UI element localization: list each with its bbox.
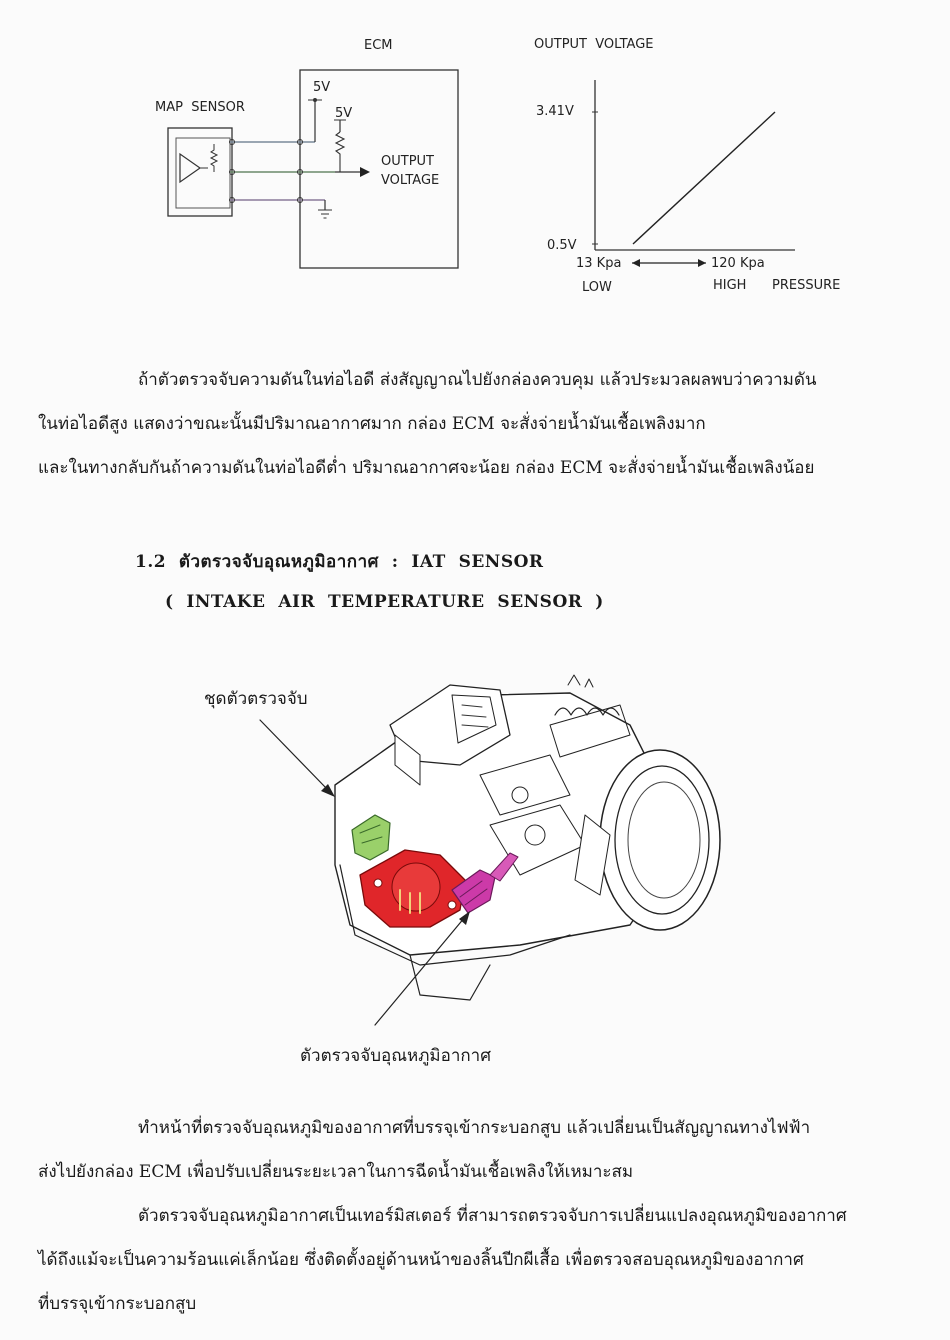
- paragraph-line: ในท่อไอดีสูง แสดงว่าขณะนั้นมีปริมาณอากาศมาก กล่อง ECM จะสั่งจ่ายน้ำมันเชื้อเพลิงมาก: [38, 414, 706, 434]
- low-label: LOW: [582, 280, 612, 295]
- section-heading: 1.2 ตัวตรวจจับอุณหภูมิอากาศ : IAT SENSOR: [135, 552, 544, 572]
- x-high-label: 120 Kpa: [711, 256, 765, 271]
- paragraph-line: ได้ถึงแม้จะเป็นความร้อนแค่เล็กน้อย ซึ่งติดตั้งอยู่ด้านหน้าของลิ้นปีกผีเสื้อ เพื่อตรวจสอบอุณหภูมิของอากาศ: [38, 1250, 804, 1270]
- output-label-line1: OUTPUT: [381, 154, 434, 169]
- voltage-line: [633, 112, 775, 244]
- supply-5v-label-a: 5V: [313, 80, 331, 95]
- high-label: HIGH: [713, 278, 747, 293]
- iat-sensor-paragraph: [38, 1106, 898, 1326]
- output-voltage-chart: [510, 30, 860, 300]
- ecm-box: [300, 70, 458, 268]
- section-subheading: ( INTAKE AIR TEMPERATURE SENSOR ): [165, 592, 604, 612]
- paragraph-line: และในทางกลับกันถ้าความดันในท่อไอดีต่ำ ปริมาณอากาศจะน้อย กล่อง ECM จะสั่งจ่ายน้ำมันเชื้อเพลิงน้อย: [38, 458, 815, 478]
- map-sensor-paragraph: [38, 358, 898, 490]
- ecm-label: ECM: [364, 38, 393, 53]
- paragraph-line: ส่งไปยังกล่อง ECM เพื่อปรับเปลี่ยนระยะเวลาในการฉีดน้ำมันเชื้อเพลิงให้เหมาะสม: [38, 1162, 634, 1182]
- top-pointer-arrow: [260, 720, 328, 790]
- map-sensor-box: [168, 128, 232, 216]
- chart-title: OUTPUT VOLTAGE: [534, 37, 654, 52]
- paragraph-line: ตัวตรวจจับอุณหภูมิอากาศเป็นเทอร์มิสเตอร์ ที่สามารถตรวจจับการเปลี่ยนแปลงอุณหภูมิของอากาศ: [138, 1206, 847, 1226]
- map-sensor-circuit-diagram: [150, 30, 470, 280]
- throttle-body-illustration: [190, 665, 750, 1065]
- supply-5v-label-b: 5V: [335, 106, 353, 121]
- map-sensor-label: MAP SENSOR: [155, 100, 245, 115]
- pressure-label: PRESSURE: [772, 278, 841, 293]
- output-label-line2: VOLTAGE: [381, 173, 440, 188]
- x-low-label: 13 Kpa: [576, 256, 622, 271]
- y-high-label: 3.41V: [536, 104, 574, 119]
- y-low-label: 0.5V: [547, 238, 577, 253]
- paragraph-line: ทำหน้าที่ตรวจจับอุณหภูมิของอากาศที่บรรจุเข้ากระบอกสูบ แล้วเปลี่ยนเป็นสัญญาณทางไฟฟ้า: [138, 1118, 811, 1138]
- paragraph-line: ที่บรรจุเข้ากระบอกสูบ: [38, 1294, 197, 1314]
- iat-sensor-label: ตัวตรวจจับอุณหภูมิอากาศ: [300, 1046, 492, 1066]
- paragraph-line: ถ้าตัวตรวจจับความดันในท่อไอดี ส่งสัญญาณไปยังกล่องควบคุม แล้วประมวลผลพบว่าความดัน: [138, 370, 817, 390]
- sensor-assembly-label: ชุดตัวตรวจจับ: [204, 689, 308, 709]
